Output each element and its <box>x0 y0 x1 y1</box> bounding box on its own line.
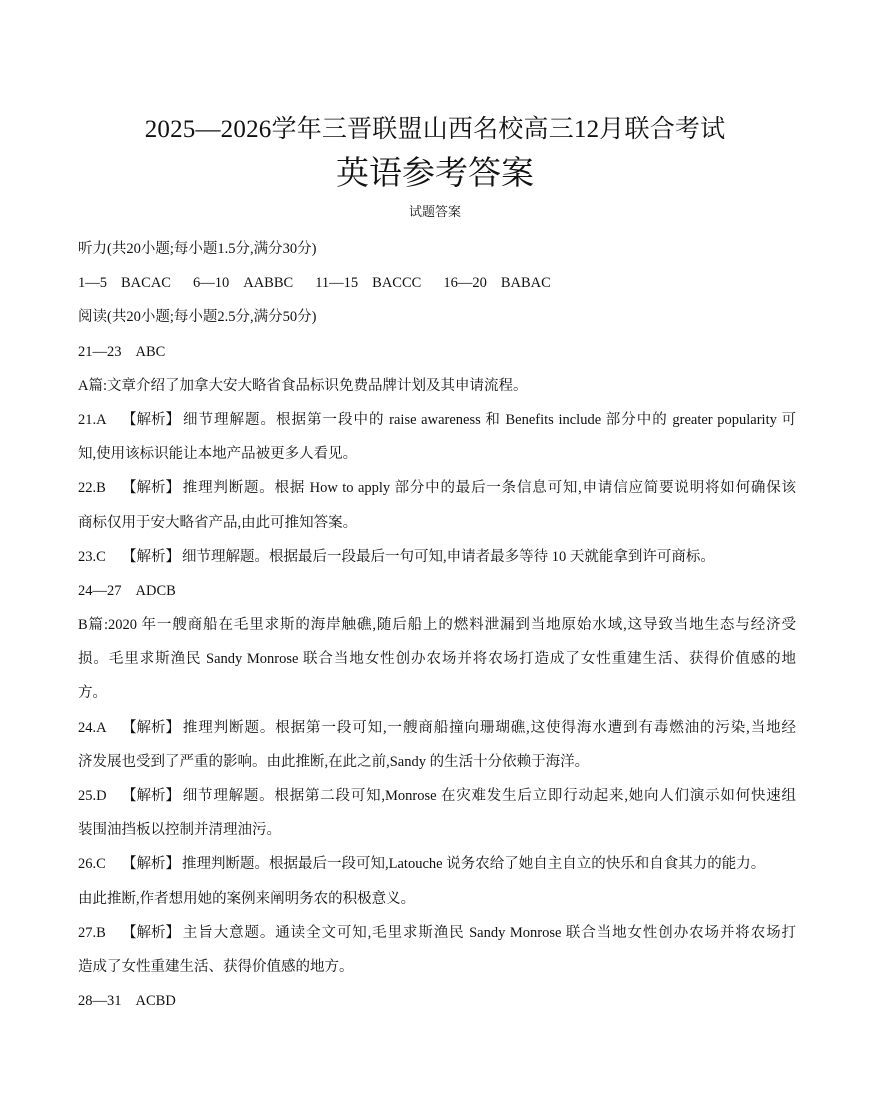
question-number: 23.C <box>78 548 106 565</box>
answer-keys: BACAC <box>121 275 171 292</box>
passage-b-summary-line2: 损。毛里求斯渔民 Sandy Monrose 联合当地女性创办农场并将农场打造成了女性重建生活、获得价值感的地 <box>78 651 796 668</box>
q25-explanation-line2: 装围油挡板以控制并清理油污。 <box>78 822 281 839</box>
analysis-tag: 【解析】 <box>122 719 180 736</box>
q25-explanation-line1 <box>78 779 796 813</box>
analysis-tag: 【解析】 <box>122 548 180 565</box>
passage-b-summary-line3: 方。 <box>78 685 107 702</box>
q26-explanation-line1 <box>78 847 796 881</box>
analysis-tag: 【解析】 <box>122 480 180 497</box>
q22-explanation-line1 <box>78 471 796 505</box>
answer-range: 1—5 <box>78 275 107 292</box>
answer-range: 11—15 <box>315 275 359 292</box>
answer-keys: ADCB <box>135 582 176 599</box>
q23-explanation-line1 <box>78 540 796 574</box>
answer-keys: AABBC <box>243 275 294 292</box>
answer-key-title: 英语参考答案 <box>336 156 534 192</box>
listening-heading: 听力(共20小题;每小题1.5分,满分30分) <box>78 241 317 257</box>
passage-a-summary: A篇:文章介绍了加拿大安大略省食品标识免费品牌计划及其申请流程。 <box>78 377 528 394</box>
q27-explanation-line2: 造成了女性重建生活、获得价值感的地方。 <box>78 958 354 975</box>
analysis-tag: 【解析】 <box>122 856 180 873</box>
q24-explanation-line2: 济发展也受到了严重的影响。由此推断,在此之前,Sandy 的生活十分依赖于海洋。 <box>78 753 590 770</box>
answer-keys: BACCC <box>372 275 422 292</box>
answer-group <box>193 266 293 300</box>
question-number: 24.A <box>78 719 107 736</box>
section-label: 试题答案 <box>408 205 461 220</box>
answer-group <box>78 266 171 300</box>
explanation-text: 推理判断题。根据最后一段可知,Latouche 说务农给了她自主自立的快乐和自食其力的能力。 <box>182 856 766 873</box>
explanation-text: 主旨大意题。通读全文可知,毛里求斯渔民 Sandy Monrose 联合当地女性创办农场并将农场打 <box>182 924 796 941</box>
group-a-answers <box>78 335 796 369</box>
question-number: 25.D <box>78 788 107 804</box>
q27-explanation-line1 <box>78 916 796 950</box>
analysis-tag: 【解析】 <box>122 924 180 941</box>
answer-range: 28—31 <box>78 993 122 1010</box>
group-c-answers <box>78 984 796 1018</box>
q22-explanation-line2: 商标仅用于安大略省产品,由此可推知答案。 <box>78 514 358 531</box>
question-number: 22.B <box>78 480 106 497</box>
explanation-text: 细节理解题。根据第一段中的 raise awareness 和 Benefits include 部分中的 greater popularity 可 <box>182 411 796 428</box>
explanation-text: 推理判断题。根据第一段可知,一艘商船撞向珊瑚礁,这使得海水遭到有毒燃油的污染,当地经 <box>182 719 796 736</box>
q21-explanation-line1 <box>78 403 796 437</box>
answer-group <box>315 266 421 300</box>
group-b-answers <box>78 574 796 608</box>
q21-explanation-line2: 知,使用该标识能让本地产品被更多人看见。 <box>78 446 358 463</box>
exam-title: 2025—2026学年三晋联盟山西名校高三12月联合考试 <box>144 116 726 143</box>
answer-group <box>443 266 550 300</box>
question-number: 26.C <box>78 856 106 873</box>
answer-range: 21—23 <box>78 343 122 360</box>
passage-b-summary-line1: B篇:2020 年一艘商船在毛里求斯的海岸触礁,随后船上的燃料泄漏到当地原始水域,这导致当地生态与经济受 <box>78 617 796 634</box>
answer-keys: ACBD <box>135 993 176 1010</box>
explanation-text: 细节理解题。根据最后一段最后一句可知,申请者最多等待 10 天就能拿到许可商标。 <box>182 548 715 565</box>
answer-content <box>78 232 796 1018</box>
listening-answers <box>78 266 796 300</box>
q26-explanation-line2: 由此推断,作者想用她的案例来阐明务农的积极意义。 <box>78 890 416 907</box>
q24-explanation-line1 <box>78 711 796 745</box>
reading-heading: 阅读(共20小题;每小题2.5分,满分50分) <box>78 309 317 326</box>
explanation-text: 推理判断题。根据 How to apply 部分中的最后一条信息可知,申请信应简要说明将如何确保该 <box>182 480 796 497</box>
answer-range: 6—10 <box>192 275 230 292</box>
explanation-text: 细节理解题。根据第二段可知,Monrose 在灾难发生后立即行动起来,她向人们演示如何快速组 <box>182 788 796 804</box>
question-number: 27.B <box>78 924 106 941</box>
analysis-tag: 【解析】 <box>122 788 180 804</box>
answer-range: 16—20 <box>443 275 487 292</box>
answer-keys: ABC <box>135 343 166 360</box>
question-number: 21.A <box>78 411 107 428</box>
answer-range: 24—27 <box>78 582 122 599</box>
analysis-tag: 【解析】 <box>122 411 180 428</box>
answer-keys: BABAC <box>500 275 551 292</box>
